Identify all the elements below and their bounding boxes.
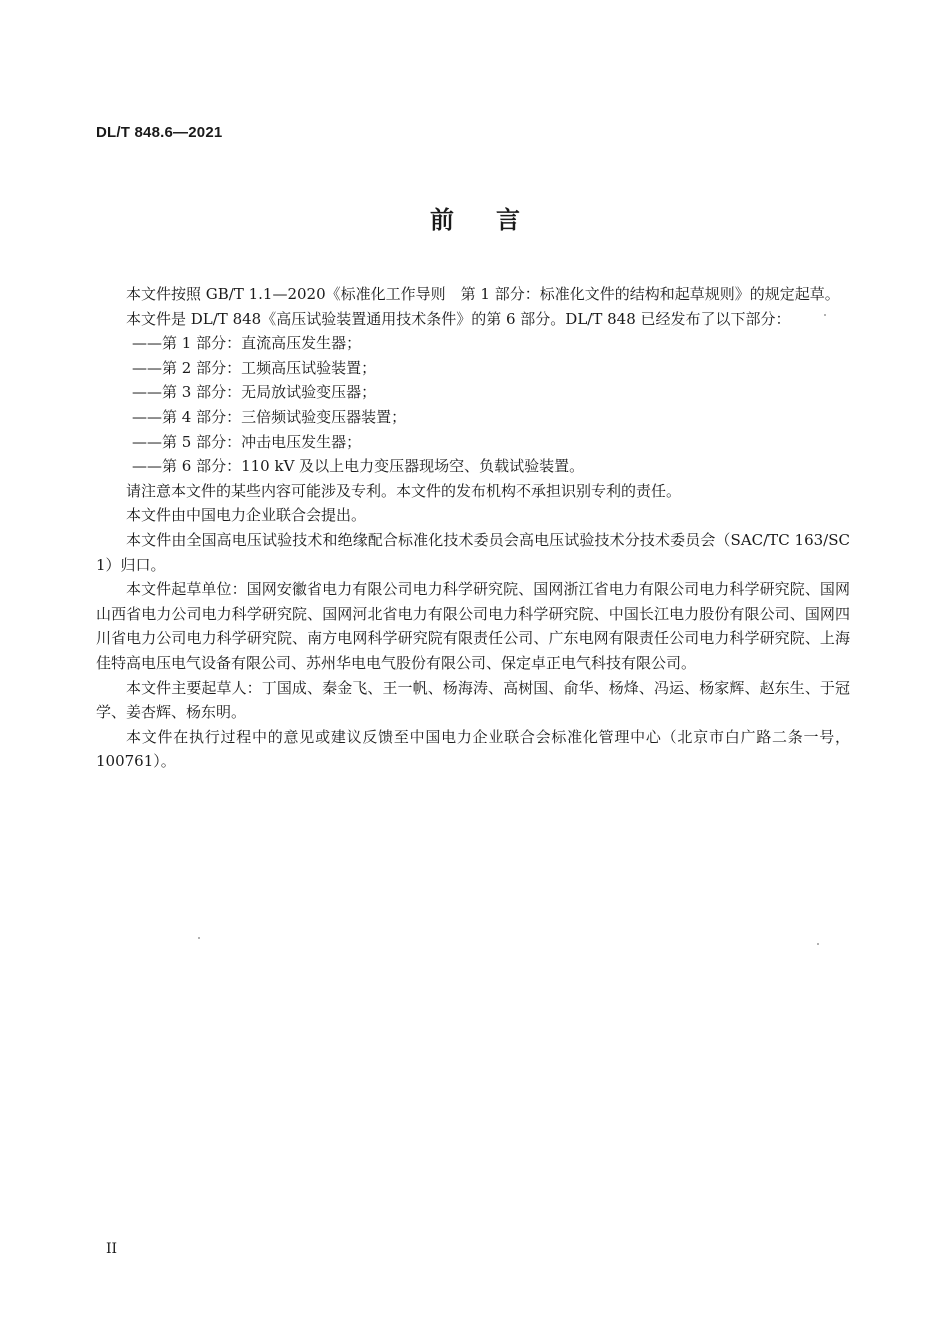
scan-speck: [198, 937, 200, 939]
paragraph-committee: 本文件由全国高电压试验技术和绝缘配合标准化技术委员会高电压试验技术分技术委员会（SAC/TC 163/SC 1）归口。: [96, 530, 850, 574]
paragraph-drafters: 本文件主要起草人：丁国成、秦金飞、王一帆、杨海涛、高树国、俞华、杨烽、冯运、杨家辉、赵东生、于冠学、姜杏辉、杨东明。: [96, 678, 850, 722]
scan-speck: [817, 943, 819, 945]
paragraph-series-intro: 本文件是 DL/T 848《高压试验装置通用技术条件》的第 6 部分。DL/T 848 已经发布了以下部分：: [126, 309, 791, 328]
foreword-body: [96, 282, 850, 774]
paragraph-drafting-units: 本文件起草单位：国网安徽省电力有限公司电力科学研究院、国网浙江省电力有限公司电力科学研究院、国网山西省电力公司电力科学研究院、国网河北省电力有限公司电力科学研究院、中国长江电力股份有限公司、国网四川省电力公司电力科学研究院、南方电网科学研究院有限责任公司、广东电网有限责任公司电力科学研究院、上海佳特高电压电气设备有限公司、苏州华电电气股份有限公司、保定卓正电气科技有限公司。: [96, 580, 850, 672]
list-item-part-6: ——第 6 部分：110 kV 及以上电力变压器现场空、负载试验装置。: [132, 457, 585, 476]
paragraph-drafting-basis: 本文件按照 GB/T 1.1—2020《标准化工作导则 第 1 部分：标准化文件的结构和起草规则》的规定起草。: [126, 285, 840, 303]
list-item-part-3: ——第 3 部分：无局放试验变压器；: [132, 383, 377, 402]
paragraph-proposer: 本文件由中国电力企业联合会提出。: [126, 506, 367, 525]
paragraph-patent-notice: 请注意本文件的某些内容可能涉及专利。本文件的发布机构不承担识别专利的责任。: [126, 481, 682, 500]
page-number: II: [106, 1241, 118, 1257]
list-item-part-2: ——第 2 部分：工频高压试验装置；: [132, 358, 377, 377]
list-item-part-1: ——第 1 部分：直流高压发生器；: [132, 334, 362, 353]
list-item-part-5: ——第 5 部分：冲击电压发生器；: [132, 432, 362, 451]
standard-code: DL/T 848.6—2021: [96, 124, 223, 141]
list-item-part-4: ——第 4 部分：三倍频试验变压器装置；: [132, 407, 407, 426]
page-title: 前言: [430, 206, 562, 234]
scan-speck: [824, 314, 826, 316]
paragraph-feedback: 本文件在执行过程中的意见或建议反馈至中国电力企业联合会标准化管理中心（北京市白广路二条一号，100761）。: [96, 727, 850, 771]
